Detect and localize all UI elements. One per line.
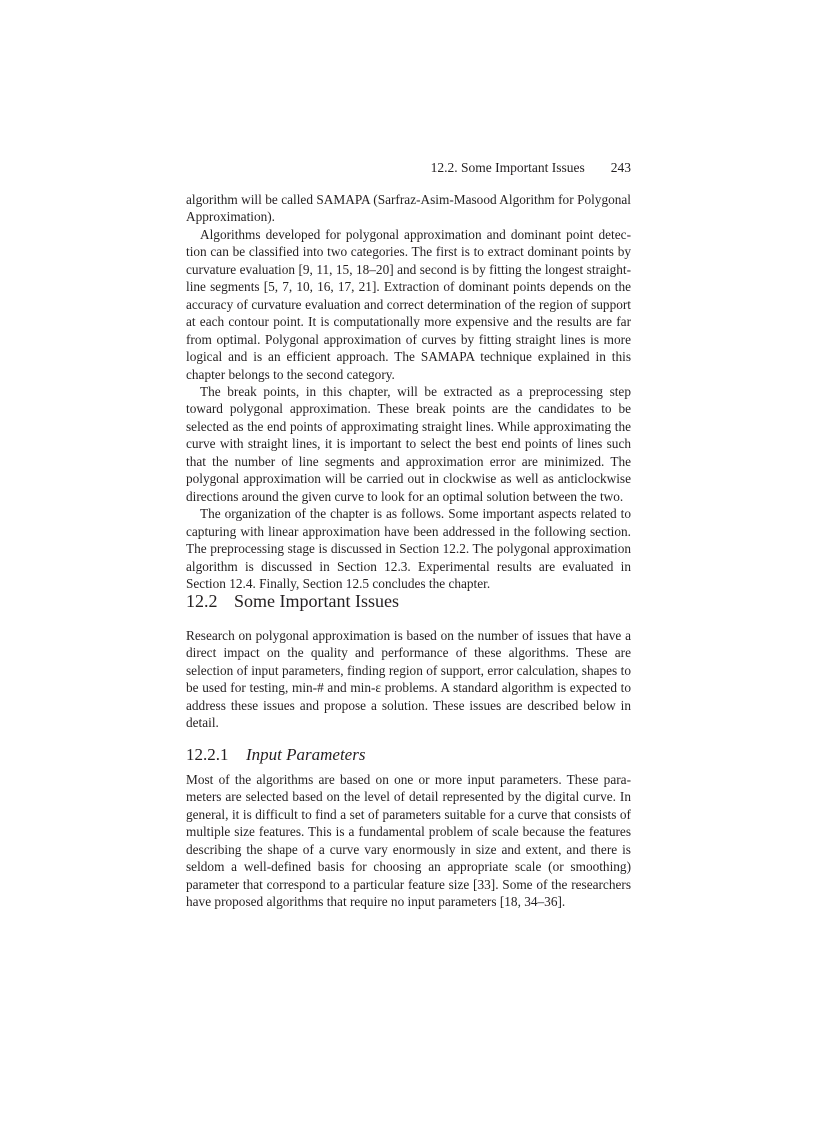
section-title: Some Important Issues bbox=[234, 591, 399, 611]
section-number: 12.2 bbox=[186, 591, 218, 611]
intro-paragraph-4: The organization of the chapter is as follows. Some important aspects related to capturing with linear approximation have been addressed in the following section. The preprocessing stage is discussed in Section 12.2. The polygonal approximation algorithm is discussed in Section 12.3. Experimental results are evaluated in Section 12.4. Finally, Section 12.5 concludes the chapter. bbox=[186, 506, 631, 591]
section-heading bbox=[186, 590, 399, 612]
page-number: 243 bbox=[610, 160, 631, 175]
subsection-heading bbox=[186, 744, 365, 766]
intro-text bbox=[186, 191, 631, 592]
intro-paragraph-3: The break points, in this chapter, will be extracted as a preprocessing step toward polygonal approximation. These break points are the candidates to be selected as the end points of approximating straight lines. While approximating the curve with straight lines, it is important to select the best end points of lines such that the number of line segments and approximation error are minimized. The polygonal approximation will be carried out in clockwise as well as anticlockwise directions around the given curve to look for an optimal solution between the two. bbox=[186, 383, 631, 504]
subsection-text bbox=[186, 771, 631, 911]
section-text bbox=[186, 627, 631, 732]
section-paragraph-1: Research on polygonal approximation is based on the number of issues that have a direct impact on the quality and performance of these algorithms. These are selection of input parameters, finding region of support, error calculation, shapes to be used for testing, min-# and min-ε problems. A standard algorithm is expected to address these issues and propose a solution. These issues are described below in detail. bbox=[186, 628, 631, 731]
intro-paragraph-2: Algorithms developed for polygonal approximation and dominant point detection can be classified into two categories. The first is to extract dominant points by curvature evaluation [9, 11, 15, 18–20] and second is by fitting the longest straight-line segments [5, 7, 10, 16, 17, 21]. Extraction of dominant points depends on the accuracy of curvature evaluation and correct determination of the region of support at each contour point. It is computationally more expensive and the results are far from optimal. Polygonal approximation of curves by fitting straight lines is more logical and is an efficient approach. The SAMAPA technique explained in this chapter belongs to the second category. bbox=[186, 226, 631, 382]
running-head bbox=[186, 159, 631, 177]
subsection-title: Input Parameters bbox=[246, 745, 366, 764]
subsection-number: 12.2.1 bbox=[186, 745, 229, 764]
running-head-title: 12.2. Some Important Issues bbox=[430, 160, 585, 175]
intro-paragraph-1: algorithm will be called SAMAPA (Sarfraz-Asim-Masood Algorithm for Polygonal Approximation). bbox=[186, 192, 631, 225]
subsection-paragraph-1: Most of the algorithms are based on one or more input parameters. These parameters are selected based on the level of detail represented by the digital curve. In general, it is difficult to find a set of parameters suitable for a curve that consists of multiple size features. This is a fundamental problem of scale because the features describing the shape of a curve vary enormously in size and extent, and there is seldom a well-defined basis for choosing an appropriate scale (or smoothing) parameter that correspond to a particular feature size [33]. Some of the researchers have proposed algorithms that require no input parameters [18, 34–36]. bbox=[186, 772, 631, 910]
